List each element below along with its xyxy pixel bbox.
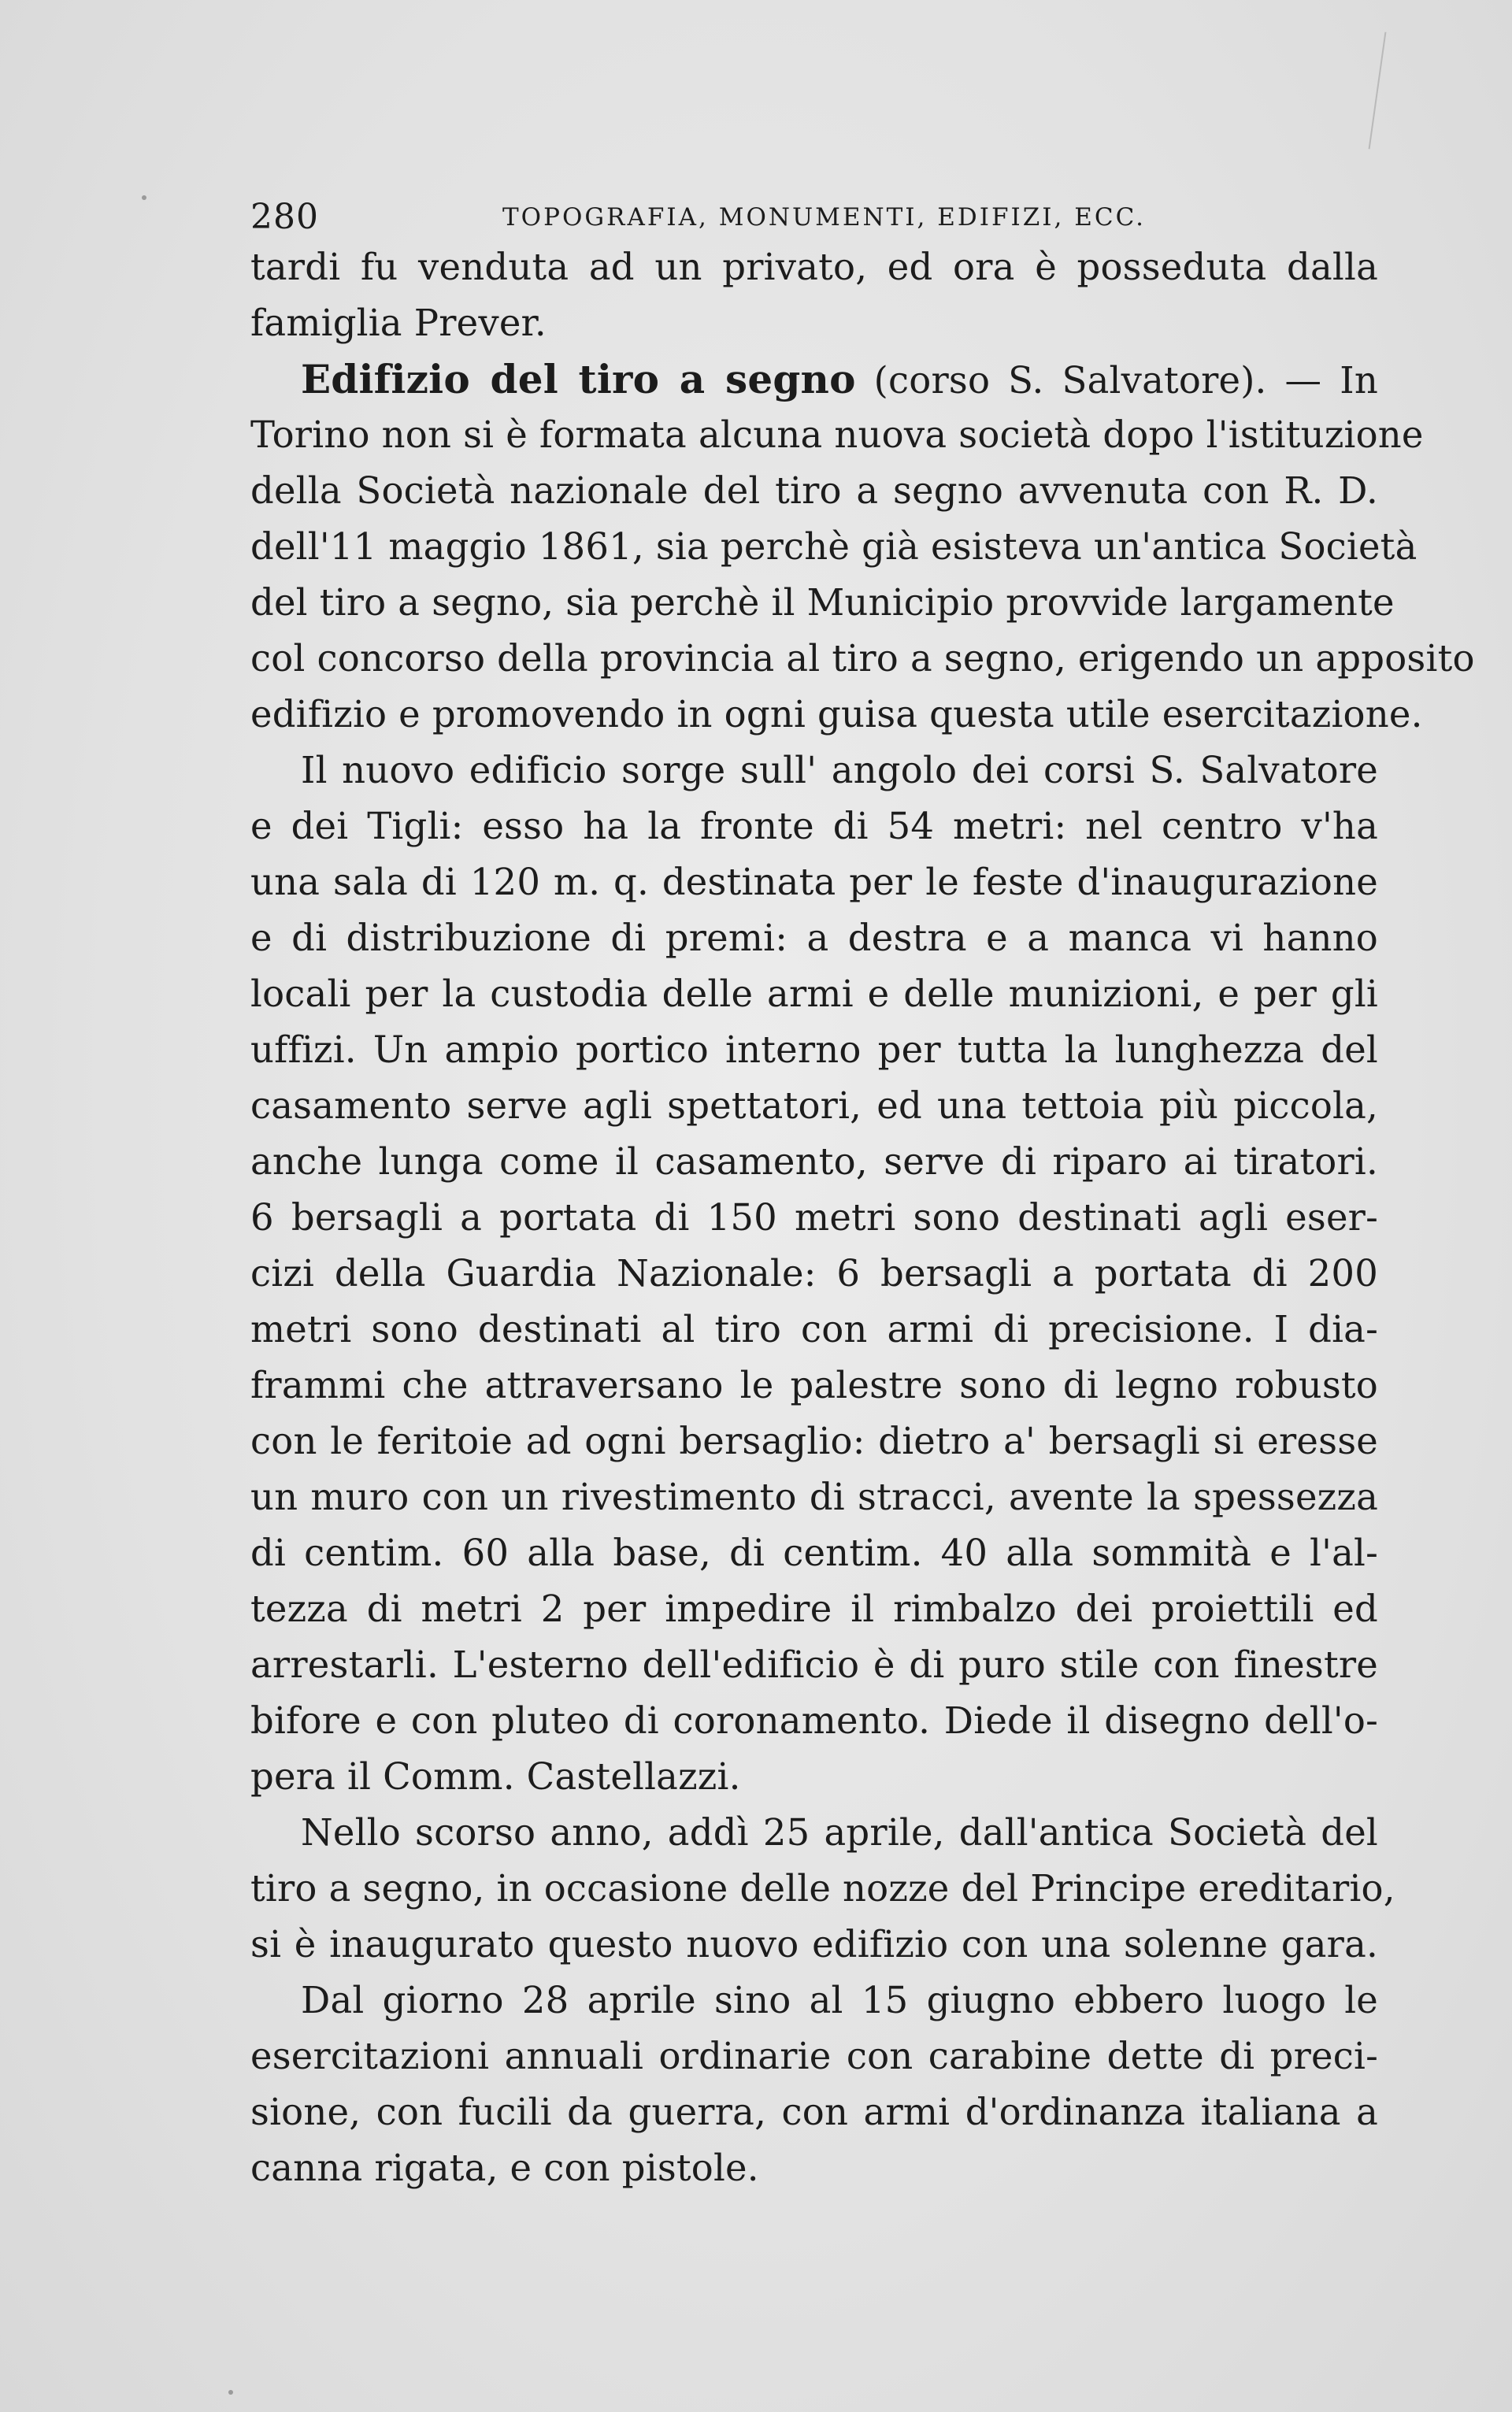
running-head: TOPOGRAFIA, MONUMENTI, EDIFIZI, ECC. xyxy=(502,203,1147,232)
text-line: Nello scorso anno, addì 25 aprile, dall'antica Società del xyxy=(301,1811,1378,1854)
text-line: una sala di 120 m. q. destinata per le feste d'inaugurazione xyxy=(250,861,1378,903)
text-line: con le feritoie ad ogni bersaglio: dietro a' bersagli si eresse xyxy=(250,1420,1378,1462)
body-text xyxy=(250,239,1475,2196)
text-line: casamento serve agli spettatori, ed una tettoia più piccola, xyxy=(250,1084,1378,1127)
text-line: dell'11 maggio 1861, sia perchè già esisteva un'antica Società xyxy=(250,525,1418,568)
section-heading-rest: (corso S. Salvatore). — In xyxy=(855,359,1378,402)
text-line: della Società nazionale del tiro a segno avvenuta con R. D. xyxy=(250,469,1378,512)
text-line: uffizi. Un ampio portico interno per tutta la lunghezza del xyxy=(250,1028,1378,1071)
paper-speck xyxy=(228,2390,233,2395)
text-line: arrestarli. L'esterno dell'edificio è di puro stile con finestre xyxy=(250,1643,1378,1686)
text-line: pera il Comm. Castellazzi. xyxy=(250,1755,741,1798)
text-line: di centim. 60 alla base, di centim. 40 alla sommità e l'al- xyxy=(250,1532,1378,1574)
page-header xyxy=(250,197,1378,244)
text-line: esercitazioni annuali ordinarie con carabine dette di preci- xyxy=(250,2035,1378,2077)
paper-edge-mark xyxy=(1369,32,1387,150)
text-line: anche lunga come il casamento, serve di riparo ai tiratori. xyxy=(250,1140,1378,1183)
text-line: 6 bersagli a portata di 150 metri sono destinati agli eser- xyxy=(250,1196,1378,1239)
text-line: Dal giorno 28 aprile sino al 15 giugno ebbero luogo le xyxy=(301,1979,1378,2021)
text-line: edifizio e promovendo in ogni guisa questa utile esercitazione. xyxy=(250,693,1423,735)
section-heading: Edifizio del tiro a segno xyxy=(301,356,856,402)
text-line: col concorso della provincia al tiro a segno, erigendo un apposito xyxy=(250,637,1475,680)
text-line: canna rigata, e con pistole. xyxy=(250,2147,759,2189)
section-heading-line xyxy=(250,351,1378,407)
text-line: sione, con fucili da guerra, con armi d'ordinanza italiana a xyxy=(250,2091,1378,2133)
text-line: e di distribuzione di premi: a destra e a manca vi hanno xyxy=(250,917,1378,959)
text-line: un muro con un rivestimento di stracci, avente la spessezza xyxy=(250,1476,1378,1518)
text-line: del tiro a segno, sia perchè il Municipio provvide largamente xyxy=(250,581,1395,624)
text-line: locali per la custodia delle armi e delle munizioni, e per gli xyxy=(250,973,1378,1015)
text-line: Il nuovo edificio sorge sull' angolo dei corsi S. Salvatore xyxy=(301,749,1378,791)
text-line: famiglia Prever. xyxy=(250,302,547,344)
text-line: tiro a segno, in occasione delle nozze del Principe ereditario, xyxy=(250,1867,1395,1910)
page-number: 280 xyxy=(250,197,319,237)
text-line: tardi fu venduta ad un privato, ed ora è posseduta dalla xyxy=(250,246,1378,288)
text-line: cizi della Guardia Nazionale: 6 bersagli a portata di 200 xyxy=(250,1252,1378,1295)
text-line: si è inaugurato questo nuovo edifizio con una solenne gara. xyxy=(250,1923,1378,1966)
text-line: metri sono destinati al tiro con armi di precisione. I dia- xyxy=(250,1308,1378,1350)
text-line: frammi che attraversano le palestre sono di legno robusto xyxy=(250,1364,1378,1406)
paper-speck xyxy=(142,195,146,200)
text-line: e dei Tigli: esso ha la fronte di 54 metri: nel centro v'ha xyxy=(250,805,1378,847)
text-line: bifore e con pluteo di coronamento. Diede il disegno dell'o- xyxy=(250,1699,1378,1742)
text-line: Torino non si è formata alcuna nuova società dopo l'istituzione xyxy=(250,413,1424,456)
text-line: tezza di metri 2 per impedire il rimbalzo dei proiettili ed xyxy=(250,1588,1378,1630)
